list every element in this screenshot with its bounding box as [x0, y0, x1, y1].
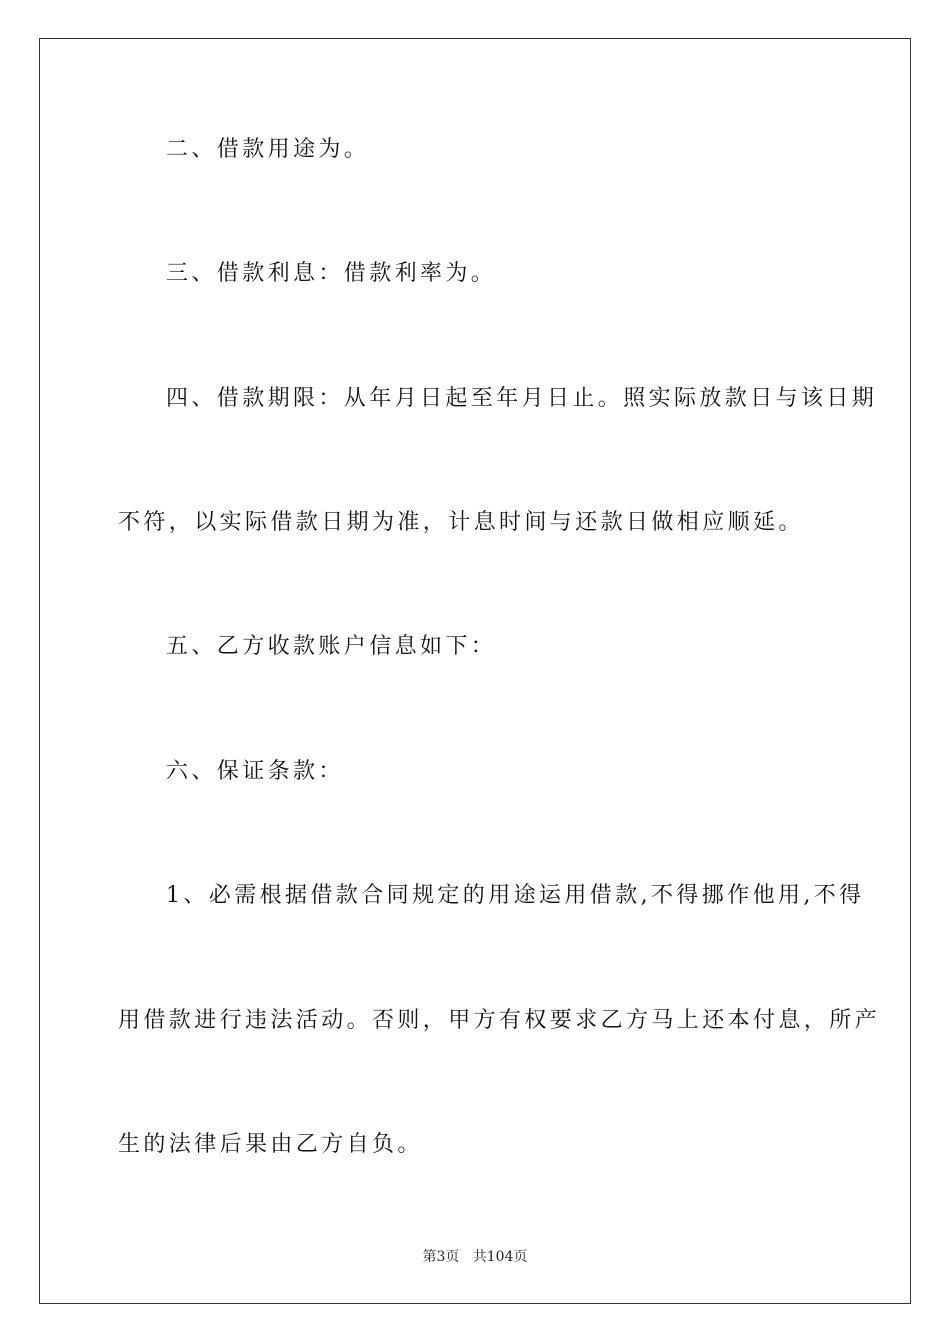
clause-loan-purpose: 二、借款用途为。: [166, 137, 370, 162]
guarantee-item-1: 1、必需根据借款合同规定的用途运用借款,不得挪作他用,不得: [166, 883, 865, 908]
page-number-footer: 第3页 共104页: [422, 1249, 528, 1265]
guarantee-item-1-end: 生的法律后果由乙方自负。: [118, 1132, 423, 1157]
clause-account-info: 五、乙方收款账户信息如下：: [166, 634, 497, 659]
guarantee-item-1-continued: 用借款进行违法活动。否则，甲方有权要求乙方马上还本付息，所产: [118, 1008, 881, 1033]
clause-loan-term: 四、借款期限：从年月日起至年月日止。照实际放款日与该日期: [166, 386, 878, 411]
clause-loan-term-continued: 不符，以实际借款日期为准，计息时间与还款日做相应顺延。: [118, 510, 804, 535]
clause-guarantee-heading: 六、保证条款：: [166, 759, 344, 784]
page-border: [39, 38, 911, 1304]
clause-loan-interest: 三、借款利息：借款利率为。: [166, 261, 497, 286]
